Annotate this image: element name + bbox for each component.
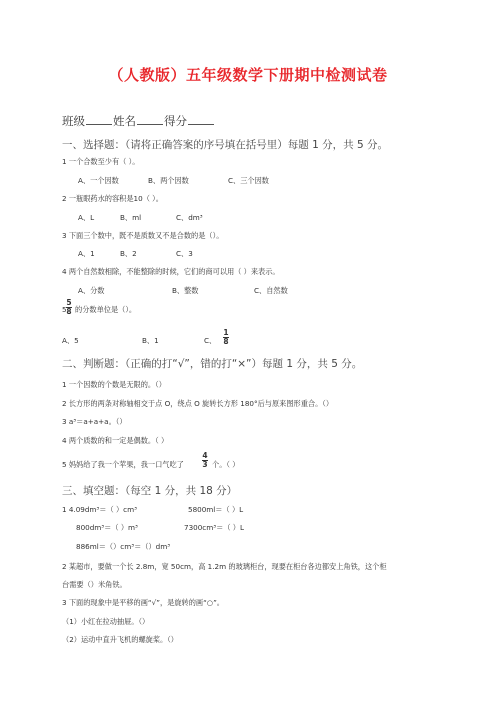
s1-q5-option-b: B、1 bbox=[142, 336, 159, 345]
s3-line-1b: 5800ml＝（ ）L bbox=[188, 505, 244, 514]
s1-q5-option-c: C、 bbox=[204, 336, 217, 345]
s3-q3-item-1: （1）小红在拉动抽屉。（） bbox=[62, 617, 150, 626]
section1-heading: 一、选择题：（请将正确答案的序号填在括号里）每题 1 分，共 5 分。 bbox=[62, 139, 388, 151]
s1-q1-option-c: C、三个因数 bbox=[228, 176, 269, 185]
name-blank[interactable] bbox=[137, 115, 163, 125]
s2-item-1: 1 一个因数的个数是无限的。（） bbox=[62, 380, 166, 389]
s1-q5-fraction bbox=[66, 299, 72, 316]
s1-q5-whole-number: 5 bbox=[62, 305, 67, 314]
s3-line-3: 886ml＝（）cm³＝（）dm³ bbox=[76, 542, 171, 551]
s1-question-5: 的分数单位是（）。 bbox=[75, 305, 137, 314]
s1-q5-option-c-fraction bbox=[223, 329, 229, 346]
s2-item-3: 3 a³＝a+a+a。（） bbox=[62, 417, 127, 426]
s1-q5-option-a: A、5 bbox=[62, 336, 79, 345]
s2-item-4: 4 两个质数的和一定是偶数。（ ） bbox=[62, 436, 169, 445]
s3-question-2-line-2: 台需要（）米角铁。 bbox=[62, 580, 127, 589]
score-blank[interactable] bbox=[188, 115, 214, 125]
s1-q1-option-a: A、一个因数 bbox=[78, 176, 119, 185]
s1-question-2: 2 一瓶眼药水的容积是10（ ）。 bbox=[62, 194, 163, 203]
fraction-numerator: 1 bbox=[223, 328, 229, 337]
s3-line-2b: 7300cm³＝（ ）L bbox=[184, 523, 244, 532]
s3-line-1a: 1 4.09dm³＝（ ）cm³ bbox=[62, 505, 137, 514]
name-label: 姓名 bbox=[113, 114, 136, 128]
class-blank[interactable] bbox=[86, 115, 112, 125]
section3-heading: 三、填空题：（每空 1 分，共 18 分） bbox=[62, 485, 238, 497]
s1-q4-option-a: A、分数 bbox=[78, 286, 105, 295]
section2-heading: 二、判断题：（正确的打“√”，错的打“×”）每题 1 分，共 5 分。 bbox=[62, 358, 363, 370]
s3-line-2a: 800dm³＝（ ）m³ bbox=[76, 523, 138, 532]
s1-q4-option-b: B、整数 bbox=[172, 286, 199, 295]
s2-item-5-fraction bbox=[202, 452, 208, 469]
page-title: （人教版）五年级数学下册期中检测试卷 bbox=[108, 66, 388, 84]
s3-question-2-line-1: 2 某超市，要做一个长 2.8m，宽 50cm，高 1.2m 的玻璃柜台，现要在柜台各边都安上角铁，这个柜 bbox=[62, 562, 387, 571]
fraction-denominator: 3 bbox=[202, 460, 208, 469]
s1-q3-option-b: B、2 bbox=[120, 249, 137, 258]
s2-item-2: 2 长方形的两条对称轴相交于点 O，绕点 O 旋转长方形 180°后与原来图形重合。（） bbox=[62, 399, 334, 408]
student-info-line bbox=[62, 113, 215, 129]
s1-question-3: 3 下面三个数中，既不是质数又不是合数的是（）。 bbox=[62, 231, 224, 240]
s3-q3-item-2: （2）运动中直升飞机的螺旋桨。（） bbox=[62, 635, 178, 644]
s1-question-1: 1 一个合数至少有（ ）。 bbox=[62, 157, 140, 166]
fraction-numerator: 4 bbox=[202, 451, 208, 460]
fraction-numerator: 5 bbox=[66, 298, 72, 307]
fraction-denominator: 8 bbox=[223, 337, 229, 346]
s1-q1-option-b: B、两个因数 bbox=[148, 176, 189, 185]
s2-item-5-text: 5 妈妈给了我一个苹果，我一口气吃了 bbox=[62, 460, 184, 469]
s2-item-5-tail: 个。（ ） bbox=[212, 460, 240, 469]
s1-q2-option-c: C、dm³ bbox=[176, 213, 203, 222]
fraction-denominator: 8 bbox=[66, 307, 72, 316]
s1-q3-option-a: A、1 bbox=[78, 249, 95, 258]
s1-q2-option-a: A、L bbox=[78, 213, 95, 222]
score-label: 得分 bbox=[164, 114, 187, 128]
class-label: 班级 bbox=[62, 114, 85, 128]
s1-q4-option-c: C、自然数 bbox=[254, 286, 288, 295]
s1-q3-option-c: C、3 bbox=[176, 249, 193, 258]
s3-question-3: 3 下面的现象中是平移的画“√”，是旋转的画“○”。 bbox=[62, 598, 224, 607]
s1-q2-option-b: B、ml bbox=[120, 213, 142, 222]
s1-question-4: 4 两个自然数相除，不能整除的时候，它们的商可以用（ ）来表示。 bbox=[62, 267, 280, 276]
